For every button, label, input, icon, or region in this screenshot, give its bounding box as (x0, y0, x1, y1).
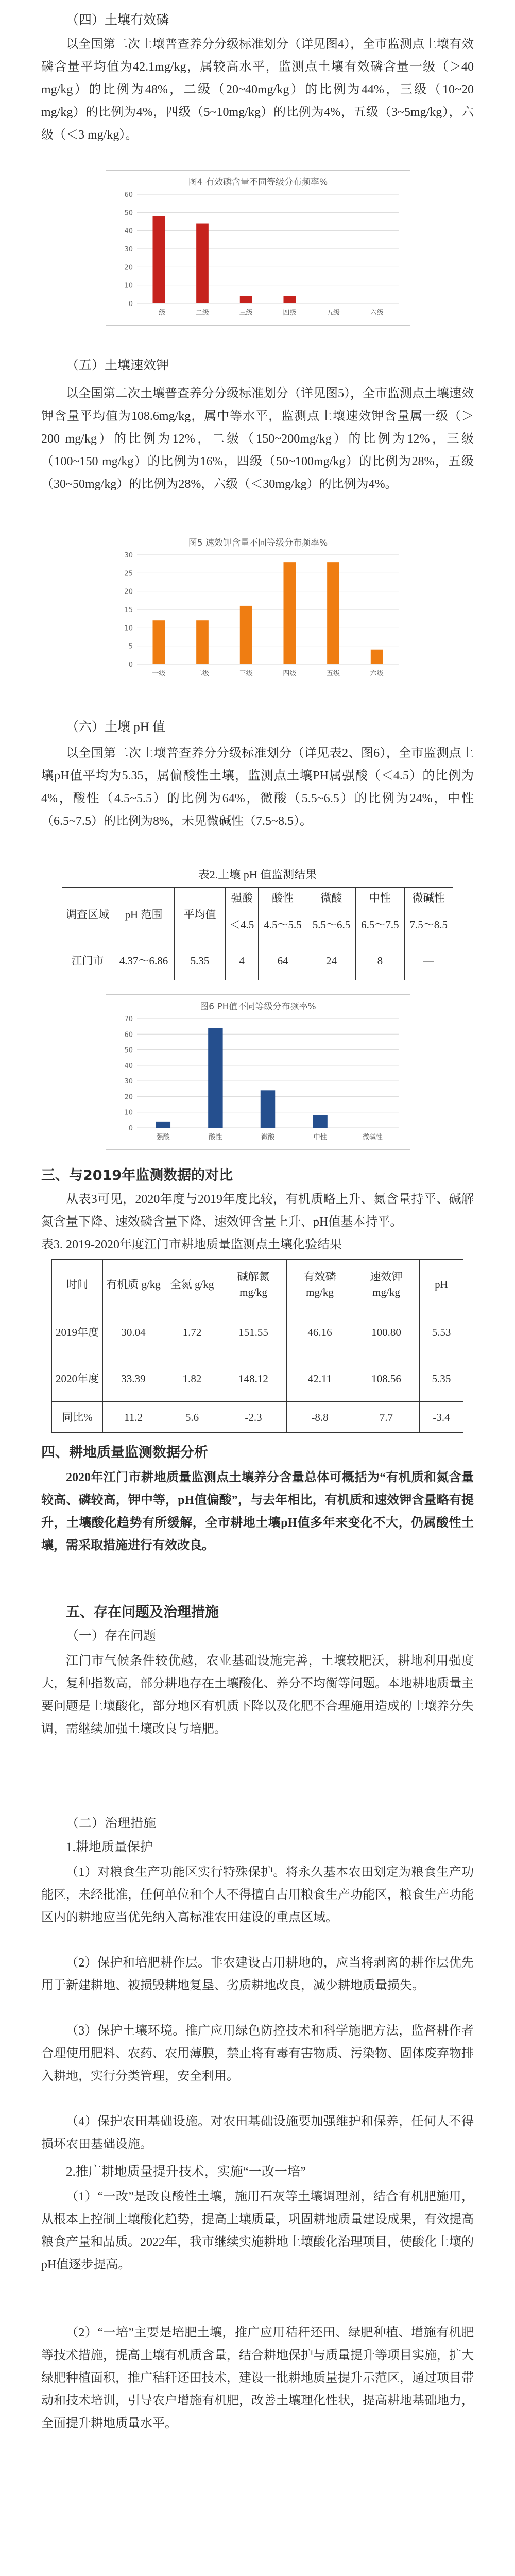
table2-cell-region: 江门市 (62, 941, 113, 980)
table2-header-neutral: 中性 (356, 888, 404, 908)
x-tick-label: 微碱性 (362, 1133, 383, 1141)
subheading-measures: （二）治理措施 (66, 1817, 157, 1831)
bar (283, 562, 296, 664)
table2-header-weak-acid: 微酸 (307, 888, 355, 908)
table2-cell-weak-alkaline: — (404, 941, 453, 980)
chart-title: 图6 PH值不同等级分布频率% (200, 1002, 316, 1012)
x-tick-label: 四级 (283, 670, 297, 677)
table3-header-total-n: 全氮 g/kg (164, 1260, 220, 1309)
y-tick-label: 25 (124, 570, 133, 578)
chart-svg-fig5 (106, 531, 410, 686)
table2-ph-results (62, 887, 453, 980)
table3-row-label: 同比% (52, 1402, 103, 1433)
table3-cell: 46.16 (287, 1309, 353, 1355)
bar (196, 224, 209, 303)
bar (240, 296, 252, 303)
x-tick-label: 五级 (326, 670, 340, 677)
table3-cell: 7.7 (353, 1402, 420, 1433)
table3-cell: 1.72 (164, 1309, 220, 1355)
bar (371, 650, 383, 664)
table2-cell-weak-acid: 24 (307, 941, 355, 980)
section-heading-problems-measures: 五、存在问题及治理措施 (66, 1604, 219, 1620)
table3-cell: -3.4 (420, 1402, 464, 1433)
table3-cell: 100.80 (353, 1309, 420, 1355)
table3-row-label: 2020年度 (52, 1355, 103, 1402)
table2-header-region: 调查区域 (62, 888, 113, 941)
table3-cell: 5.35 (420, 1355, 464, 1402)
paragraph-soil-ph: 以全国第二次土壤普查养分分级标准划分（详见表2、图6），全市监测点土壤pH值平均为5.35，属偏酸性土壤，监测点土壤PH属强酸（＜4.5）的比例为4%，酸性（4.5~5.5）的比例为64%，微酸（5.5~6.5）的比例为24%，中性（6.5~7.5）的比例为8%，未见微碱性（7.5~8.5）。 (41, 747, 474, 828)
bar (327, 562, 339, 664)
x-tick-label: 强酸 (156, 1133, 170, 1141)
table3-cell: 33.39 (103, 1355, 164, 1402)
table2-header-acid: 酸性 (259, 888, 307, 908)
y-tick-label: 30 (124, 552, 133, 560)
bar (152, 620, 165, 664)
paragraph-measure-6: （2）“一培”主要是培肥土壤，推广应用秸秆还田、绿肥种植、增施有机肥等技术措施，提高土壤有机质含量，结合耕地保护与质量提升等项目实施，扩大绿肥种植面积，推广秸秆还田技术，建设一批耕地质量提升示范区，通过项目带动和技术培训，引导农户增施有机肥，改善土壤理化性状，提高耕地基础地力，全面提升耕地质量水平。 (41, 2326, 474, 2430)
table2-header-mean: 平均值 (175, 888, 226, 941)
chart-figure-4 (106, 170, 410, 326)
table2-subheader-strong-acid: ＜4.5 (226, 908, 259, 941)
paragraph-problems: 江门市气候条件较优越，农业基础设施完善，土壤较肥沃，耕地利用强度大，复种指数高，部分耕地存在土壤酸化、养分不均衡等问题。本地耕地质量主要问题是土壤酸化，部分地区有机质下降以及化肥不合理施用造成的土壤养分失调，需继续加强土壤改良与培肥。 (41, 1654, 474, 1736)
table2-subheader-weak-alkaline: 7.5～8.5 (404, 908, 453, 941)
paragraph-measure-4: （4）保护农田基础设施。对农田基础设施要加强维护和保养，任何人不得损坏农田基础设施。 (41, 2115, 474, 2151)
table2-title: 表2.土壤 pH 值监测结果 (198, 868, 317, 881)
y-tick-label: 30 (124, 1078, 133, 1086)
y-tick-label: 40 (124, 227, 133, 235)
table3-cell: 108.56 (353, 1355, 420, 1402)
paragraph-comparison: 从表3可见，2020年度与2019年度比较，有机质略上升、氮含量持平、碱解氮含量下降、速效磷含量下降、速效钾含量上升、pH值基本持平。 (41, 1193, 474, 1229)
y-tick-label: 20 (124, 588, 133, 596)
y-tick-label: 20 (124, 264, 133, 272)
x-tick-label: 二级 (195, 670, 210, 677)
x-tick-label: 四级 (283, 309, 297, 317)
table3-row-label: 2019年度 (52, 1309, 103, 1355)
item-improvement-tech: 2.推广耕地质量提升技术，实施“一改一培” (66, 2165, 306, 2179)
y-tick-label: 60 (124, 1031, 133, 1039)
y-tick-label: 10 (124, 624, 133, 633)
section-heading-soil-ph: （六）土壤 pH 值 (66, 720, 166, 734)
paragraph-measure-2: （2）保护和培肥耕作层。非农建设占用耕地的，应当将剥离的耕作层优先用于新建耕地、被损毁耕地复垦、劣质耕地改良，减少耕地质量损失。 (41, 1956, 474, 1992)
chart-figure-6 (106, 994, 410, 1150)
bar (283, 296, 296, 303)
table2-cell-mean: 5.35 (175, 941, 226, 980)
table3-cell: 42.11 (287, 1355, 353, 1402)
x-tick-label: 三级 (239, 309, 253, 317)
paragraph-measure-1: （1）对粮食生产功能区实行特殊保护。将永久基本农田划定为粮食生产功能区，未经批准，任何单位和个人不得擅自占用粮食生产功能区，粮食生产功能区内的耕地应当优先纳入高标准农田建设的重点区域。 (41, 1866, 474, 1924)
table3-cell: 30.04 (103, 1309, 164, 1355)
table2-cell-strong-acid: 4 (226, 941, 259, 980)
bar (208, 1028, 222, 1128)
y-tick-label: 10 (124, 1109, 133, 1117)
section-heading-available-phosphorus: （四）土壤有效磷 (66, 13, 169, 27)
table3-title: 表3. 2019-2020年度江门市耕地质量监测点土壤化验结果 (41, 1238, 342, 1251)
table3-cell: 1.82 (164, 1355, 220, 1402)
table2-header-range: pH 范围 (113, 888, 175, 941)
paragraph-measure-3: （3）保护土壤环境。推广应用绿色防控技术和科学施肥方法，监督耕作者合理使用肥料、农药、农用薄膜，禁止将有毒有害物质、污染物、固体废弃物排入耕地，实行分类管理，安全利用。 (41, 2024, 474, 2083)
chart-svg-fig4 (106, 171, 410, 325)
table3-header-available-k: 速效钾 mg/kg (353, 1260, 420, 1309)
chart-figure-5 (106, 531, 410, 686)
y-tick-label: 0 (128, 661, 133, 669)
y-tick-label: 0 (128, 300, 133, 308)
chart-title: 图5 速效钾含量不同等级分布频率% (188, 538, 328, 548)
table3-cell: -8.8 (287, 1402, 353, 1433)
table2-subheader-neutral: 6.5～7.5 (356, 908, 404, 941)
x-tick-label: 六级 (370, 309, 384, 317)
table2-subheader-acid: 4.5～5.5 (259, 908, 307, 941)
bar (240, 606, 252, 664)
table3-header-available-p: 有效磷 mg/kg (287, 1260, 353, 1309)
table3-comparison (52, 1259, 464, 1433)
x-tick-label: 一级 (152, 670, 166, 677)
table3-header-time: 时间 (52, 1260, 103, 1309)
table3-header-ph: pH (420, 1260, 464, 1309)
table2-header-weak-alkaline: 微碱性 (404, 888, 453, 908)
y-tick-label: 60 (124, 191, 133, 199)
x-tick-label: 三级 (239, 670, 253, 677)
x-tick-label: 一级 (152, 309, 166, 317)
y-tick-label: 40 (124, 1062, 133, 1070)
y-tick-label: 5 (128, 642, 133, 651)
paragraph-measure-5: （1）“一改”是改良酸性土壤，施用石灰等土壤调理剂，结合有机肥施用，从根本上控制土壤酸化趋势，提高土壤质量，巩固耕地质量建设成果，有效提高粮食产量和品质。2022年，我市继续实施耕地土壤酸化治理项目，使酸化土壤的pH值逐步提高。 (41, 2190, 474, 2272)
table3-header-organic-matter: 有机质 g/kg (103, 1260, 164, 1309)
table3-cell: 5.6 (164, 1402, 220, 1433)
table3-cell: 11.2 (103, 1402, 164, 1433)
y-tick-label: 15 (124, 606, 133, 614)
table3-cell: -2.3 (220, 1402, 287, 1433)
table2-cell-acid: 64 (259, 941, 307, 980)
table3-cell: 148.12 (220, 1355, 287, 1402)
x-tick-label: 二级 (195, 309, 210, 317)
bar (156, 1122, 170, 1128)
table3-cell: 5.53 (420, 1309, 464, 1355)
bar (152, 216, 165, 303)
y-tick-label: 10 (124, 282, 133, 290)
x-tick-label: 酸性 (209, 1133, 222, 1141)
y-tick-label: 20 (124, 1093, 133, 1101)
subheading-problems: （一）存在问题 (66, 1629, 157, 1643)
chart-title: 图4 有效磷含量不同等级分布频率% (188, 177, 328, 188)
paragraph-analysis: 2020年江门市耕地质量监测点土壤养分含量总体可概括为“有机质和氮含量较高、磷较高，钾中等，pH值偏酸”，与去年相比，有机质和速效钾含量略有提升，土壤酸化趋势有所缓解，全市耕地土壤pH值多年来变化不大，仍属酸性土壤，需采取措施进行有效改良。 (41, 1471, 474, 1552)
bar (313, 1115, 327, 1128)
y-tick-label: 30 (124, 246, 133, 253)
section-heading-available-potassium: （五）土壤速效钾 (66, 359, 169, 372)
table3-cell: 151.55 (220, 1309, 287, 1355)
bar (196, 620, 209, 664)
y-tick-label: 50 (124, 1046, 133, 1055)
table3-header-alkali-n: 碱解氮 mg/kg (220, 1260, 287, 1309)
y-tick-label: 50 (124, 209, 133, 217)
y-tick-label: 70 (124, 1015, 133, 1023)
paragraph-available-potassium: 以全国第二次土壤普查养分分级标准划分（详见图5），全市监测点土壤速效钾含量平均值为108.6mg/kg，属中等水平，监测点土壤速效钾含量属一级（＞200 mg/kg）的比例为12%，二级（150~200mg/kg）的比例为12%，三级（100~150 mg/kg）的比例为16%，四级（50~100mg/kg）的比例为28%，五级（30~50mg/kg）的比例为28%，六级（＜30mg/kg）的比例为4%。 (41, 387, 474, 491)
y-tick-label: 0 (128, 1125, 133, 1132)
section-heading-analysis: 四、耕地质量监测数据分析 (41, 1445, 208, 1461)
table2-cell-range: 4.37～6.86 (113, 941, 175, 980)
paragraph-available-phosphorus: 以全国第二次土壤普查养分分级标准划分（详见图4），全市监测点土壤有效磷含量平均值为42.1mg/kg，属较高水平，监测点土壤有效磷含量一级（＞40 mg/kg）的比例为48%，二级（20~40mg/kg）的比例为44%，三级（10~20 mg/kg）的比例为4%，四级（5~10mg/kg）的比例为4%，五级（3~5mg/kg），六级（＜3 mg/kg）。 (41, 38, 474, 142)
chart-svg-fig6 (106, 995, 410, 1149)
item-quality-protection: 1.耕地质量保护 (66, 1840, 153, 1854)
x-tick-label: 微酸 (261, 1133, 275, 1141)
section-heading-comparison: 三、与2019年监测数据的对比 (41, 1167, 233, 1183)
table2-cell-neutral: 8 (356, 941, 404, 980)
table2-header-strong-acid: 强酸 (226, 888, 259, 908)
x-tick-label: 五级 (326, 309, 340, 317)
bar (261, 1090, 275, 1128)
x-tick-label: 中性 (313, 1133, 327, 1141)
table2-subheader-weak-acid: 5.5～6.5 (307, 908, 355, 941)
x-tick-label: 六级 (370, 670, 384, 677)
